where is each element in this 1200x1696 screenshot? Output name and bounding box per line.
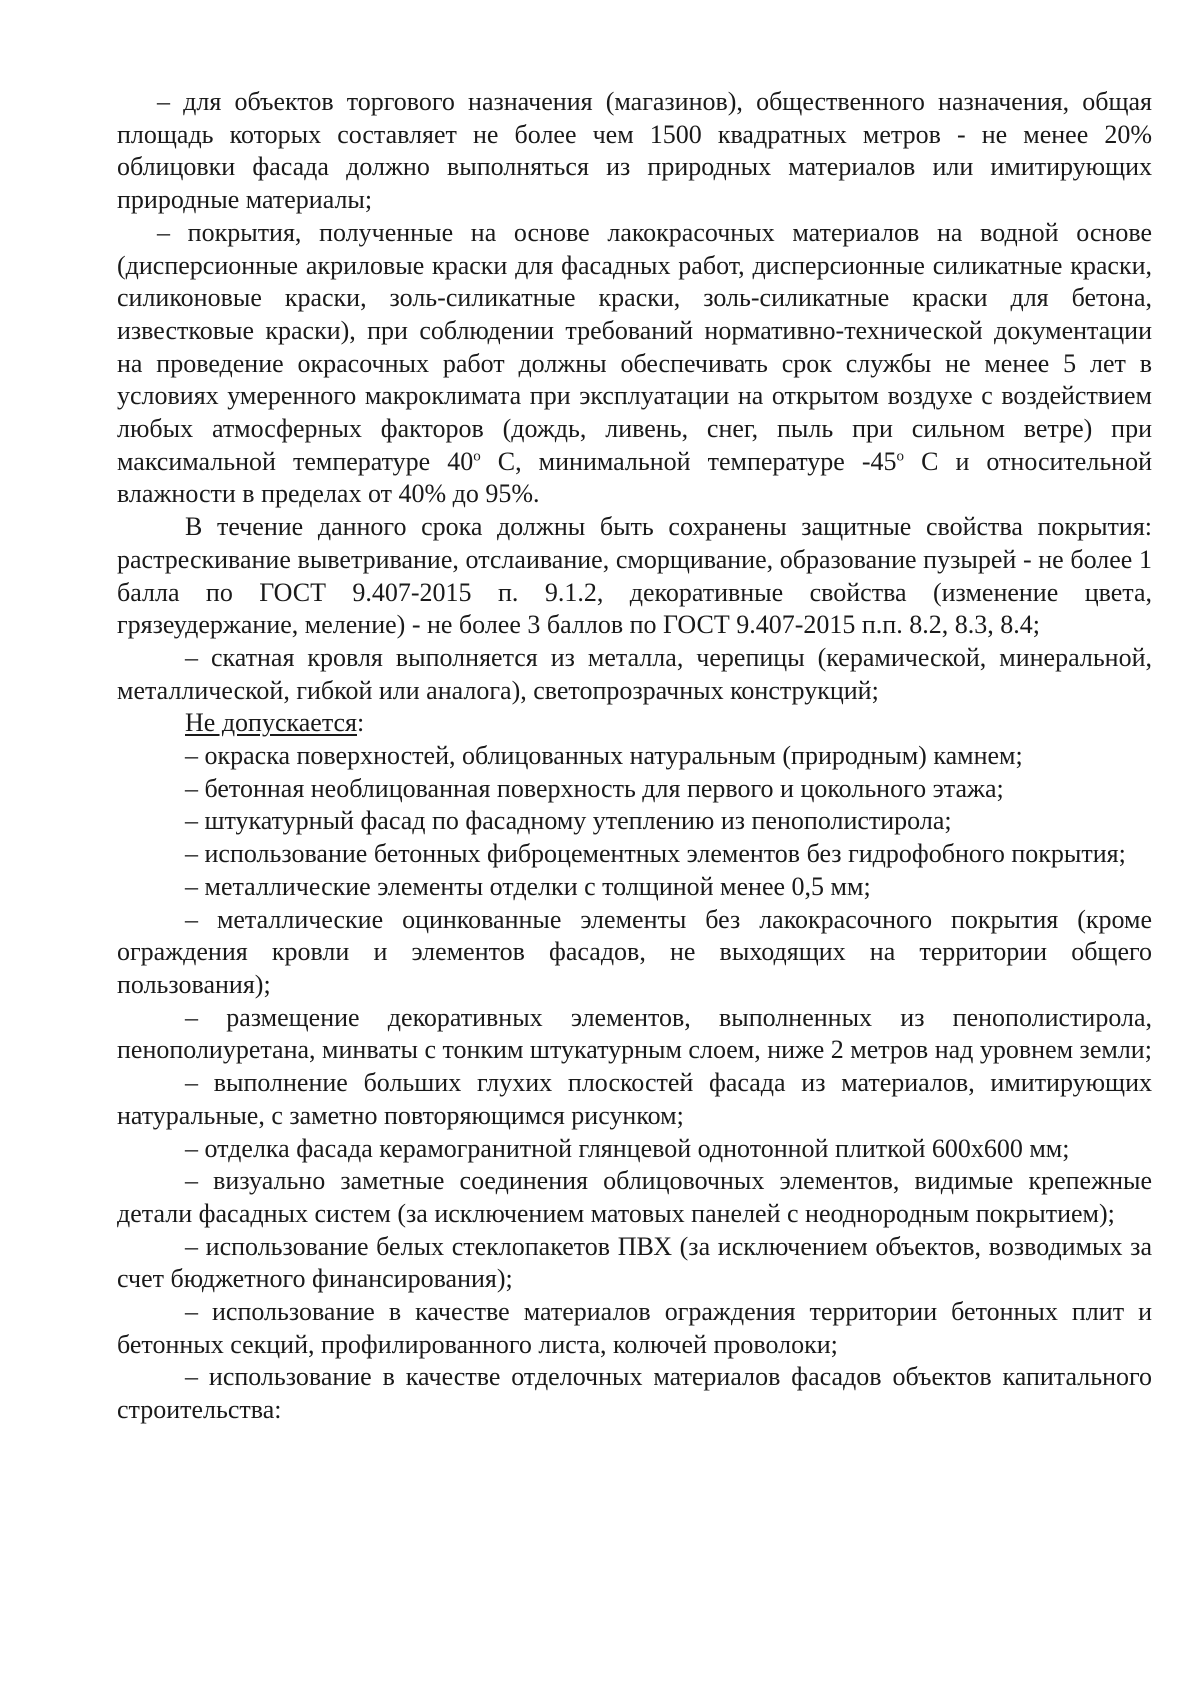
list-item: – металлические элементы отделки с толщиной менее 0,5 мм; <box>185 871 871 901</box>
paragraph-paint-coatings <box>117 217 1152 511</box>
degree-sign: o <box>896 448 905 465</box>
paragraph-trade-objects: – для объектов торгового назначения (магазинов), общественного назначения, общая площадь которых составляет не более чем 1500 квадратных метров - не менее 20% облицовки фасада должно выполняться из природных материалов или имитирующих природные материалы; <box>117 87 1152 215</box>
list-item: – бетонная необлицованная поверхность для первого и цокольного этажа; <box>185 773 1004 803</box>
heading-not-allowed: Не допускается: <box>185 708 365 738</box>
list-item: – использование в качестве материалов ограждения территории бетонных плит и бетонных секций, профилированного листа, колючей проволоки; <box>117 1297 1152 1359</box>
list-item: – размещение декоративных элементов, выполненных из пенополистирола, пенополиуретана, минваты с тонким штукатурным слоем, ниже 2 метров над уровнем земли; <box>117 1002 1152 1065</box>
list-item: – использование в качестве отделочных материалов фасадов объектов капитального строительства: <box>117 1362 1152 1425</box>
paragraph-protective-properties: В течение данного срока должны быть сохранены защитные свойства покрытия: растрескивание выветривание, отслаивание, сморщивание, образование пузырей - не более 1 балла по ГОСТ 9.407-2015 п. 9.1.2, декоративные свойства (изменение цвета, грязеудержание, меление) - не более 3 баллов по ГОСТ 9.407-2015 п.п. 8.2, 8.3, 8.4; <box>117 512 1152 640</box>
list-item: – окраска поверхностей, облицованных натуральным (природным) камнем; <box>185 741 1023 771</box>
list-item: – отделка фасада керамогранитной глянцевой однотонной плиткой 600х600 мм; <box>185 1133 1070 1163</box>
paragraph-text: С, минимальной температуре -45 <box>480 446 897 476</box>
degree-sign: o <box>473 448 481 465</box>
heading-not-allowed-text: Не допускается <box>185 708 357 738</box>
paragraph-pitched-roof: – скатная кровля выполняется из металла, черепицы (керамической, минеральной, металлической, гибкой или аналога), светопрозрачных конструкций; <box>117 642 1152 705</box>
list-item: – использование бетонных фиброцементных элементов без гидрофобного покрытия; <box>185 839 1126 869</box>
list-item: – выполнение больших глухих плоскостей фасада из материалов, имитирующих натуральные, с заметно повторяющимся рисунком; <box>117 1068 1152 1130</box>
list-item: – использование белых стеклопакетов ПВХ (за исключением объектов, возводимых за счет бюджетного финансирования); <box>117 1231 1152 1294</box>
list-item: – металлические оцинкованные элементы без лакокрасочного покрытия (кроме ограждения кровли и элементов фасадов, не выходящих на территории общего пользования); <box>117 904 1152 999</box>
list-item: – штукатурный фасад по фасадному утеплению из пенополистирола; <box>185 806 952 836</box>
document-page <box>117 86 1152 1427</box>
list-item: – визуально заметные соединения облицовочных элементов, видимые крепежные детали фасадных систем (за исключением матовых панелей с неоднородным покрытием); <box>117 1166 1152 1228</box>
paragraph-text: – покрытия, полученные на основе лакокрасочных материалов на водной основе (дисперсионные акриловые краски для фасадных работ, дисперсионные силикатные краски, силиконовые краски, золь-силикатные краски, золь-силикатные краски для бетона, известковые краски), при соблюдении требований нормативно-технической документации на проведение окрасочных работ должны обеспечивать срок службы не менее 5 лет в условиях умеренного макроклимата при эксплуатации на открытом воздухе с воздействием любых атмосферных факторов (дождь, ливень, снег, пыль при сильном ветре) при максимальной температуре 40 <box>117 217 1152 476</box>
paragraph-text: С и относительной влажности в пределах от 40% до 95%. <box>117 446 1152 509</box>
